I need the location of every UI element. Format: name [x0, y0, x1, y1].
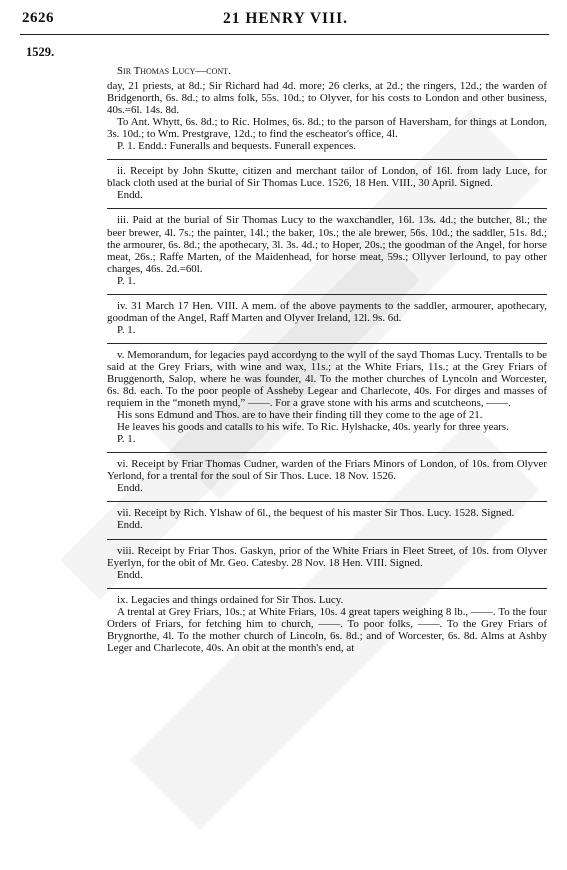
running-title: 21 HENRY VIII.	[223, 10, 348, 27]
page-header	[22, 10, 549, 36]
section-paragraph: He leaves his goods and catalls to his wife. To Ric. Hylshacke, 40s. yearly for three years.	[117, 421, 509, 434]
document-section-iv	[107, 294, 547, 336]
section-paragraph: His sons Edmund and Thos. are to have their finding till they come to the age of 21.	[117, 409, 483, 422]
section-note: Endd.	[117, 568, 143, 581]
document-section-v	[107, 343, 547, 445]
section-paragraph: vi. Receipt by Friar Thomas Cudner, warden of the Friars Minors of London, of 10s. from Olyver Yerlond, for a trental for the soul of Sir Thos. Luce. 18 Nov. 1526.	[107, 458, 547, 483]
entry-heading: Sir Thomas Lucy—cont.	[117, 65, 231, 77]
section-note: Endd.	[117, 482, 143, 495]
section-paragraph: vii. Receipt by Rich. Ylshaw of 6l., the bequest of his master Sir Thos. Lucy. 1528. Signed.	[117, 507, 515, 520]
margin-year: 1529.	[26, 45, 55, 59]
section-paragraph: ix. Legacies and things ordained for Sir Thos. Lucy.	[117, 593, 344, 606]
section-paragraph: A trental at Grey Friars, 10s.; at White Friars, 10s. 4 great tapers weighing 8 lb., ——. To the four Orders of Friars, for fetching him to church, ——. To poor folks, ——. To the Grey Friars of Brygnorthe, 4l. To the mother church of Lincoln, 6s. 8d.; and of Worcester, 6s. 8d. Alms at Ashby Leger and Charlecote, 40s. An obit at the month's end, at	[107, 605, 547, 654]
section-note: Endd.	[117, 189, 143, 202]
document-section-vi	[107, 452, 547, 494]
document-section-vii	[107, 501, 547, 531]
section-paragraph: ii. Receipt by John Skutte, citizen and merchant tailor of London, of 16l. from lady Luce, for black cloth used at the burial of Sir Thomas Luce. 1526, 18 Hen. VIII., 30 April. Signed.	[107, 165, 547, 190]
section-paragraph: iii. Paid at the burial of Sir Thomas Lucy to the waxchandler, 16l. 13s. 4d.; the butcher, 8l.; the beer brewer, 4l. 7s.; the painter, 14l.; the baker, 10s.; the ale brewer, 56s. 10d.; the saddler, 51s. 8d.; the armourer, 6s. 8d.; the apothecary, 3l. 3s. 4d.; to Hoper, 20s.; the goodman of the Angel, for horse meat, 26s.; Raffe Marten, of the Maidenhead, for horse meat, 59s.; Ollyver Ierlound, to pay other charges, 46s. 2d.=60l.	[107, 214, 547, 275]
section-paragraph: iv. 31 March 17 Hen. VIII. A mem. of the above payments to the saddler, armourer, apothecary, goodman of the Angel, Raff Marten and Olyver Ireland, 12l. 9s. 6d.	[107, 299, 547, 324]
document-section-ii	[107, 159, 547, 201]
entry-endorsement: P. 1. Endd.: Funeralls and bequests. Funerall expences.	[117, 140, 356, 153]
section-note: P. 1.	[117, 433, 136, 446]
entry-paragraph: day, 21 priests, at 8d.; Sir Richard had 4d. more; 26 clerks, at 2d.; the ringers, 12d.; the warden of Bridgenorth, 6s. 8d.; to alms folk, 55s. 10d.; to Olyver, for his costs to London and other business, 40s.=6l. 14s. 8d.	[107, 80, 547, 117]
section-note: Endd.	[117, 519, 143, 532]
page-number: 2626	[22, 10, 54, 26]
section-paragraph: v. Memorandum, for legacies payd accordyng to the wyll of the sayd Thomas Lucy. Trentalls to be said at the Grey Friars, with wine and wax, 11s.; at the White Friars, 11s.; at the Grey Friars of Bruggenorth, Salop, where he was founder, 4l. To the mother churches of Lyncoln and Worcester, 6s. 8d. each. To the poor people of Assheby Legear and Charlecote, 40s. For dirges and masses of requiem in the “moneth mynd,” ——. For a grave stone with his arms and scutcheons, ——.	[107, 348, 547, 410]
header-rule	[20, 34, 549, 35]
document-section-viii	[107, 539, 547, 581]
section-note: P. 1.	[117, 323, 136, 336]
document-section-ix	[107, 588, 547, 654]
section-paragraph: viii. Receipt by Friar Thos. Gaskyn, prior of the White Friars in Fleet Street, of 10s. from Olyver Eyerlyn, for the obit of Mr. Geo. Catesby. 28 Nov. 18 Hen. VIII. Signed.	[107, 544, 547, 569]
document-section-iii	[107, 208, 547, 286]
calendar-entry	[107, 65, 547, 654]
section-note: P. 1.	[117, 274, 136, 287]
entry-paragraph: To Ant. Whytt, 6s. 8d.; to Ric. Holmes, 6s. 8d.; to the parson of Haversham, for things at London, 3s. 10d.; to Wm. Prestgrave, 12d.; to find the escheator's office, 4l.	[107, 116, 547, 141]
